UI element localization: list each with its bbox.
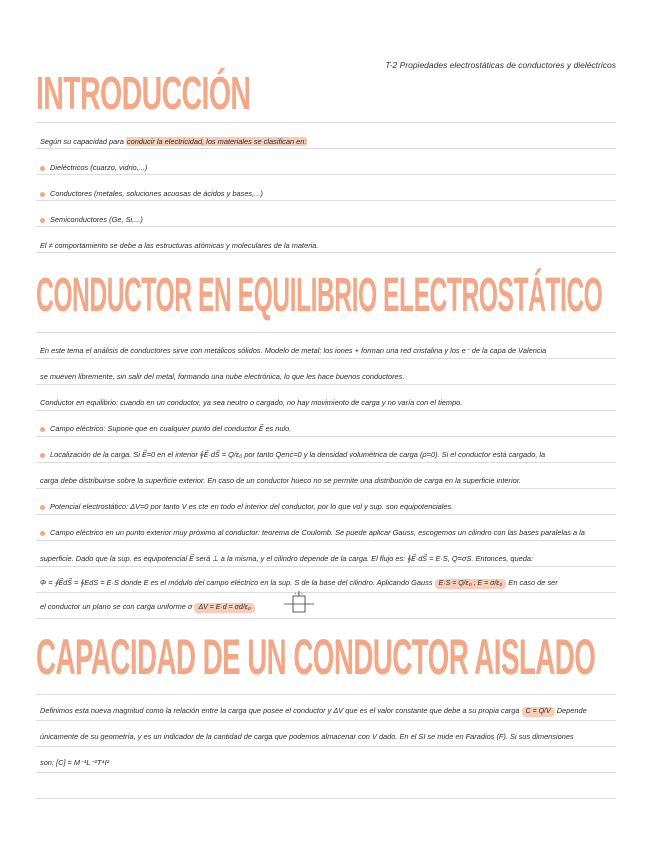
conductor-paragraph-1a: En este tema el análisis de conductores sirve con metálicos sólidos. Modelo de metal: los iones + forman una red cristalina y los e⁻ de la capa de Valencia	[40, 346, 547, 355]
intro-item-dielectricos: Dieléctricos (cuarzo, vidrio,...)	[40, 163, 615, 173]
intro-item-semiconductores: Semiconductores (Ge, Si,...)	[40, 215, 615, 225]
capacidad-line-1: Definimos esta nueva magnitud como la relación entre la carga que posee el conductor y ΔV que es el valor constante que debe a su propia carga C = Q/V Depende	[40, 706, 587, 715]
capacidad-line-2: únicamente de su geometría, y es un indicador de la cantidad de carga que podemos almacenar con V dado. En el SI se mide en Faradios (F). Si sus dimensiones	[40, 732, 574, 741]
bullet-icon	[40, 218, 45, 223]
conductor-bullet-coulomb-4: el conductor un plano se con carga uniforme σ ΔV = E·d = σd/ε₀	[40, 602, 270, 613]
bullet-icon	[40, 427, 45, 432]
bullet-icon	[40, 166, 45, 171]
formula-potential: ΔV = E·d = σd/ε₀	[194, 603, 254, 613]
conductor-bullet-potencial: Potencial electrostático: ΔV=0 por tanto V es cte en todo el interior del conductor, por lo que vol y sup. son equipotenciales.	[40, 502, 615, 512]
section-title-conductor: CONDUCTOR EN EQUILIBRIO ELECTROSTÁTICO	[36, 269, 603, 322]
capacidad-line-3: son: [C] = M⁻¹L⁻²T⁴I²	[40, 758, 110, 767]
formula-gauss: E·S = Q/ε₀ ; E = σ/ε₀	[435, 579, 507, 589]
formula-capacidad: C = Q/V	[522, 707, 555, 717]
conductor-bullet-coulomb-2: superficie. Dado que la sup. es equipotencial E⃗ será ⊥ a la misma, y el cilindro depende de la carga. El flujo es: ∮E⃗·dS⃗ = E·S, Q=σS. Entonces, queda:	[40, 554, 534, 563]
section-title-introduccion: INTRODUCCIÓN	[36, 67, 251, 119]
bullet-icon	[40, 453, 45, 458]
intro-item-conductores: Conductores (metales, soluciones acuosas de ácidos y bases,...)	[40, 189, 615, 199]
bullet-icon	[40, 531, 45, 536]
conductor-bullet-campo: Campo eléctrico: Supone que en cualquier punto del conductor E⃗ es nulo.	[40, 424, 615, 434]
bullet-icon	[40, 192, 45, 197]
conductor-bullet-carga-1: Localización de la carga. Si E⃗=0 en el interior ∮E⃗·dS⃗ = Q/ε₀ por tanto Qenc=0 y la densidad volumétrica de carga (ρ=0). Si el conductor está cargado, la	[40, 450, 615, 460]
intro-line-1: Según su capacidad para conducir la electricidad, los materiales se clasifican en:	[40, 137, 307, 146]
conductor-bullet-coulomb-3: Φ = ∮E⃗dS⃗ = ∮EdS = E·S donde E es el módulo del campo eléctrico en la sup. S de la base del cilindro. Aplicando Gauss E·S = Q/ε₀ ; E = σ/ε₀ En caso de ser	[40, 578, 558, 587]
section-title-capacidad: CAPACIDAD DE UN CONDUCTOR AISLADO	[36, 629, 596, 685]
document-header: T-2 Propiedades electrostáticas de conductores y dieléctricos	[385, 60, 616, 70]
gauss-cylinder-sketch	[282, 590, 316, 620]
conductor-paragraph-2: Conductor en equilibrio: cuando en un conductor, ya sea neutro o cargado, no hay movimiento de carga y no varía con el tiempo.	[40, 398, 463, 407]
svg-text:+ + +: + + +	[294, 591, 304, 596]
conductor-bullet-coulomb-1: Campo eléctrico en un punto exterior muy próximo al conductor: teorema de Coulomb. Se puede aplicar Gauss, escogemos un cilindro con las bases paralelas a la	[40, 528, 615, 538]
conductor-paragraph-1b: se mueven libremente, sin salir del metal, formando una nube electrónica, lo que les hace buenos conductores.	[40, 372, 405, 381]
bullet-icon	[40, 505, 45, 510]
conductor-bullet-carga-2: carga debe distribuirse sobre la superficie exterior. En caso de un conductor hueco no se permite una distribución de carga en la superficie interior.	[40, 476, 521, 485]
intro-line-5: El ≠ comportamiento se debe a las estructuras atómicas y moleculares de la materia.	[40, 241, 319, 250]
